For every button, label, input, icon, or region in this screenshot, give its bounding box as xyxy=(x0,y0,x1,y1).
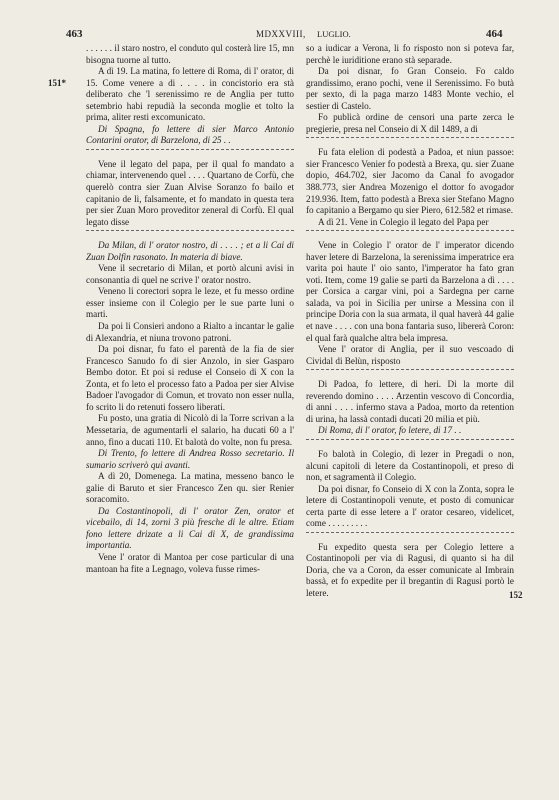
paragraph: Da Milan, di l' orator nostro, di . . . . ; et a li Cai di Zuan Dolfin rasonato. In materia di biave. xyxy=(86,240,294,262)
paragraph: Vene in Colegio l' orator de l' imperator dicendo haver letere di Barzelona, la serenissima imperatrice era varita poi haute l' oio santo, l'imperator ha fato gran voti. Item, come 19 galie se partì da Barzelona a dì . . . . per Corsica a cargar vini, poi a Sardegna per carne salada, va poi in Sicilia per unirse a Messina con il principe Doria con la sua armata, il qual haverà 44 galie et nave . . . . con una bona fantaria suso, libererà Coron: el qual farà qualche altra bela impresa. xyxy=(306,240,514,343)
paragraph: . . . . . . il staro nostro, el conduto qul costerà lire 15, mn bisogna tuorne al tutto. xyxy=(86,43,294,65)
paragraph: Fo balotà in Colegio, di lezer in Pregadi o non, alcuni capitoli di letere da Costantinopoli, et preso di non, et sagramentà il Colegio. xyxy=(306,448,514,483)
paragraph: Di Roma, di l' orator, fo letere, di 17 . . xyxy=(318,425,462,436)
paragraph: Da poi li Consieri andono a Rialto a incantar le galie di Alexandria, et niuna trovono patroni. xyxy=(86,321,294,343)
paragraph: Fu fata elelion di podestà a Padoa, et niun passoe: sier Francesco Venier fo podestà a Brexa, qu. sier Zuane dopio, 464.702, sier Jacomo da Canal fo avogador 388.773, sier Andrea Mozenigo el dottor fo avogador 219.936. Item, fatto podestà a Brexa sier Stefano Magno fo capitanio a Bergamo qu sier Piero, 612.582 et rimase. xyxy=(306,147,514,216)
paragraph: Di Trento, fo lettere di Andrea Rosso secretario. Il sumario scriverò qui avanti. xyxy=(86,448,294,470)
dashed-separator xyxy=(306,439,514,446)
left-page-number: 463 xyxy=(66,28,83,40)
paragraph: Da poi disnar, fu fato el parentà de la fia de sier Francesco Sanudo fo di sier Anzolo, in sier Gasparo Bembo dotor. Et poi si reduse el Conseio di X con la Zonta, et fo leto el processo fato a Padoa per sier Alvise Badoer l'avogador di Comun, et trovato non esser nulla, fo scrito li do retenuti fossero liberati. xyxy=(86,344,294,412)
paragraph: Di Spagna, fo lettere di sier Marco Antonio Contarini orator, di Barzelona, di 25 . . xyxy=(86,123,294,146)
paragraph: Vene il legato del papa, per il qual fo mandato a chiamar, intervenendo quel . . . . Quartano de Corfù, che querelò contra sier Zuan Alvise Soranzo fo bailo et capitanio de lì, falsamente, et fo mandato in questa tera per sier Zuan Moro proveditor zeneral di Corfù. El qual legato disse xyxy=(86,158,294,227)
paragraph: Di Padoa, fo lettere, di heri. Di la morte dil reverendo domino . . . . Arzentin vescovo di Concordia, di anni . . . . infermo stava a Padoa, morto da retention di urina, ha lassà contadi ducati 20 milia et più. xyxy=(306,379,514,424)
right-page-number: 464 xyxy=(486,28,503,40)
paragraph: A dì 21. Vene in Colegio il legato del Papa per xyxy=(318,216,489,227)
paragraph: A dì 20, Domenega. La matina, messeno banco le galie di Baruto et sier Francesco Zen qu. sier Renier soracomito. xyxy=(86,471,294,505)
left-column xyxy=(86,43,294,575)
paragraph: so a iudicar a Verona, li fo risposto non si poteva far, perchè le iuriditione erano stà separade. xyxy=(306,43,514,65)
dashed-separator xyxy=(306,369,514,376)
margin-number-152: 152 xyxy=(509,590,523,600)
paragraph: Veneno li corectori sopra le leze, et fu messo ordine esser insieme con il Colegio per le sue parte luni o marti. xyxy=(86,286,294,320)
paragraph: Fu posto, una gratia di Nicolò di la Torre scrivan a la Messetaria, de agumentarli el salario, ha ducati 60 a l' anno, fino a ducati 110. Et balotà do volte, non fu presa. xyxy=(86,413,294,447)
paragraph: Da poi disnar, fo Conseio di X con la Zonta, sopra le letere di Costantinopoli venute, et posto di comunicar certa parte di esse letere a l' orator cesareo, videlicet, come . . . . . . . . . xyxy=(306,483,514,529)
paragraph: Vene il secretario di Milan, et portò alcuni avisi in consonantia di quel ne scrive l' orator nostro. xyxy=(86,263,294,285)
paragraph: Da Costantinopoli, di l' orator Zen, orator et vicebailo, di 14, zorni 3 più fresche di le altre. Etiam fono lettere drizate a li Cai di X, de grandissima importantia. xyxy=(86,505,294,551)
page-header xyxy=(0,28,559,42)
paragraph: A dì 19. La matina, fo lettere di Roma, di l' orator, di 15. Come venere a di . . . . in concistorio era stà deliberato che 'l serenissimo re de Anglia per tutto setembrio habi repudià la seconda moglie et tolto la prima, aliter resti excomunicato. xyxy=(86,66,294,123)
dashed-separator xyxy=(86,230,294,237)
paragraph: Vene l' orator di Anglia, per il suo vescoado di Cividal di Belùn, risposto xyxy=(306,344,514,366)
dashed-separator xyxy=(306,532,514,539)
paragraph: Vene l' orator di Mantoa per cose particular di una mantoan ha fite a Legnago, voleva fusse rimes- xyxy=(86,551,294,574)
paragraph: Fo publicà ordine de censori una parte zerca le pregierie, presa nel Conseio di X dil 1489, a di xyxy=(306,112,514,134)
dashed-separator xyxy=(306,230,514,237)
dashed-separator xyxy=(306,137,514,144)
running-head-year: MDXXVIII, xyxy=(256,29,306,39)
right-column xyxy=(306,43,514,600)
running-head-month: LUGLIO. xyxy=(317,29,351,39)
paragraph: Da poi disnar, fo Gran Conseio. Fo caldo grandissimo, erano pochi, vene il Serenissimo. Fo butà per sexto, di la paga marzo 1483 Monte vechio, el sestier di Castelo. xyxy=(306,66,514,111)
margin-number-151: 151* xyxy=(48,78,66,88)
dashed-separator xyxy=(86,149,294,156)
paragraph: Fu expedito questa sera per Colegio lettere a Costantinopoli per via di Ragusi, di quanto si ha dil Doria, che va a Coron, da esser comunicate al Imbrain bassà, et fo expedite per il bregantin di Ragusi portò le letere. xyxy=(306,541,514,598)
